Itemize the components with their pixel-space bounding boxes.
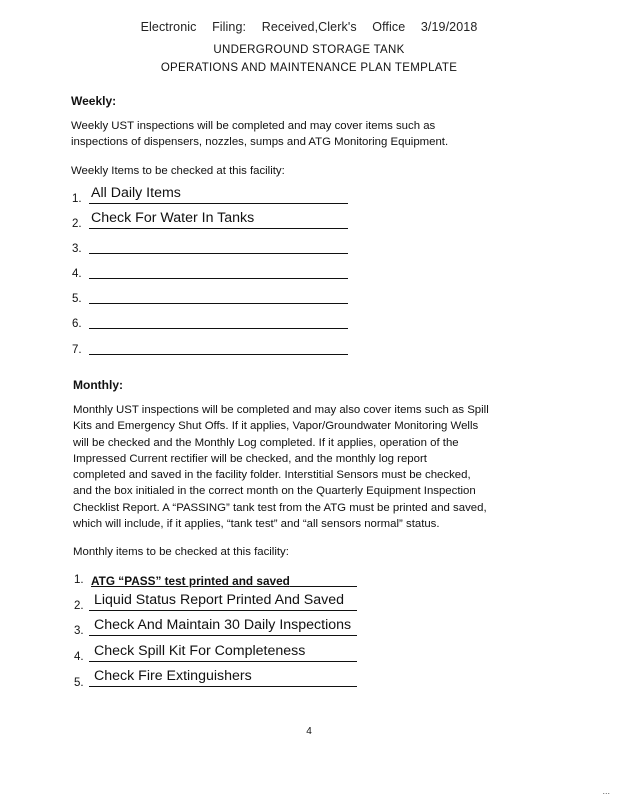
monthly-item-number: 5. (74, 677, 84, 689)
monthly-paragraph-line: Checklist Report. A “PASSING” tank test from the ATG must be printed and saved, (73, 501, 487, 514)
corner-mark: ... (602, 786, 610, 796)
weekly-item-line (89, 303, 348, 304)
weekly-paragraph-line: inspections of dispensers, nozzles, sumps and ATG Monitoring Equipment. (71, 136, 449, 149)
monthly-item-number: 1. (74, 574, 84, 586)
weekly-paragraph-line: Weekly UST inspections will be completed and may cover items such as (71, 120, 436, 132)
monthly-paragraph-line: completed and saved in the facility folder. Interstitial Sensors must be checked, (73, 469, 471, 482)
weekly-item-value: Check For Water In Tanks (91, 210, 255, 226)
monthly-item-value: Check Spill Kit For Completeness (94, 643, 306, 659)
monthly-items-label: Monthly items to be checked at this facility: (73, 546, 289, 558)
weekly-item-number: 5. (72, 293, 82, 305)
weekly-item-number: 3. (72, 243, 82, 255)
monthly-paragraph (73, 402, 489, 532)
weekly-item-line (89, 228, 348, 229)
weekly-items-label: Weekly Items to be checked at this facility: (71, 165, 285, 177)
stamp-received: Received,Clerk's (261, 20, 357, 34)
weekly-item-value: All Daily Items (91, 185, 181, 201)
monthly-item-line (89, 635, 357, 636)
monthly-paragraph-line: Impressed Current rectifier will be checked, and the monthly log report (73, 452, 427, 465)
stamp-filing: Filing: (212, 20, 247, 34)
stamp-office: Office (372, 20, 406, 34)
monthly-item-value: Check And Maintain 30 Daily Inspections (94, 617, 352, 633)
weekly-item-line (89, 328, 348, 329)
title-line-1: UNDERGROUND STORAGE TANK (213, 44, 405, 56)
title-line-2: OPERATIONS AND MAINTENANCE PLAN TEMPLATE (160, 62, 458, 74)
monthly-item-value: Liquid Status Report Printed And Saved (94, 592, 345, 608)
weekly-item-number: 7. (72, 344, 82, 356)
weekly-item-line (89, 278, 348, 279)
monthly-paragraph-line: Kits and Emergency Shut Offs. If it applies, Vapor/Groundwater Monitoring Wells (73, 420, 479, 433)
monthly-heading: Monthly: (73, 378, 123, 392)
stamp-date: 3/19/2018 (420, 20, 478, 34)
monthly-paragraph-line: Monthly UST inspections will be completed and may also cover items such as Spill (73, 404, 489, 416)
monthly-item-line (89, 610, 357, 611)
weekly-item-line (89, 253, 348, 254)
monthly-item-number: 4. (74, 651, 84, 663)
monthly-item-value: ATG “PASS” test printed and saved (91, 574, 290, 588)
weekly-item-number: 6. (72, 318, 82, 330)
stamp-electronic: Electronic (140, 20, 197, 34)
weekly-item-number: 1. (72, 193, 82, 205)
weekly-paragraph (71, 118, 448, 151)
monthly-item-value: Check Fire Extinguishers (94, 668, 252, 684)
monthly-paragraph-line: will be checked and the Monthly Log completed. If it applies, operation of the (73, 436, 459, 449)
weekly-heading: Weekly: (71, 94, 117, 108)
monthly-item-line (89, 686, 357, 687)
monthly-item-line (290, 586, 357, 587)
page-number: 4 (306, 726, 312, 737)
monthly-item-line (89, 661, 357, 662)
weekly-item-number: 4. (72, 268, 82, 280)
filing-stamp (0, 20, 618, 34)
monthly-item-number: 3. (74, 625, 84, 637)
monthly-paragraph-line: and the box initialed in the correct month on the Quarterly Equipment Inspection (73, 485, 476, 498)
weekly-item-line (89, 354, 348, 355)
weekly-item-line (89, 203, 348, 204)
monthly-paragraph-line: which will include, if it applies, “tank test” and “all sensors normal” status. (73, 518, 440, 531)
monthly-item-number: 2. (74, 600, 84, 612)
weekly-item-number: 2. (72, 218, 82, 230)
